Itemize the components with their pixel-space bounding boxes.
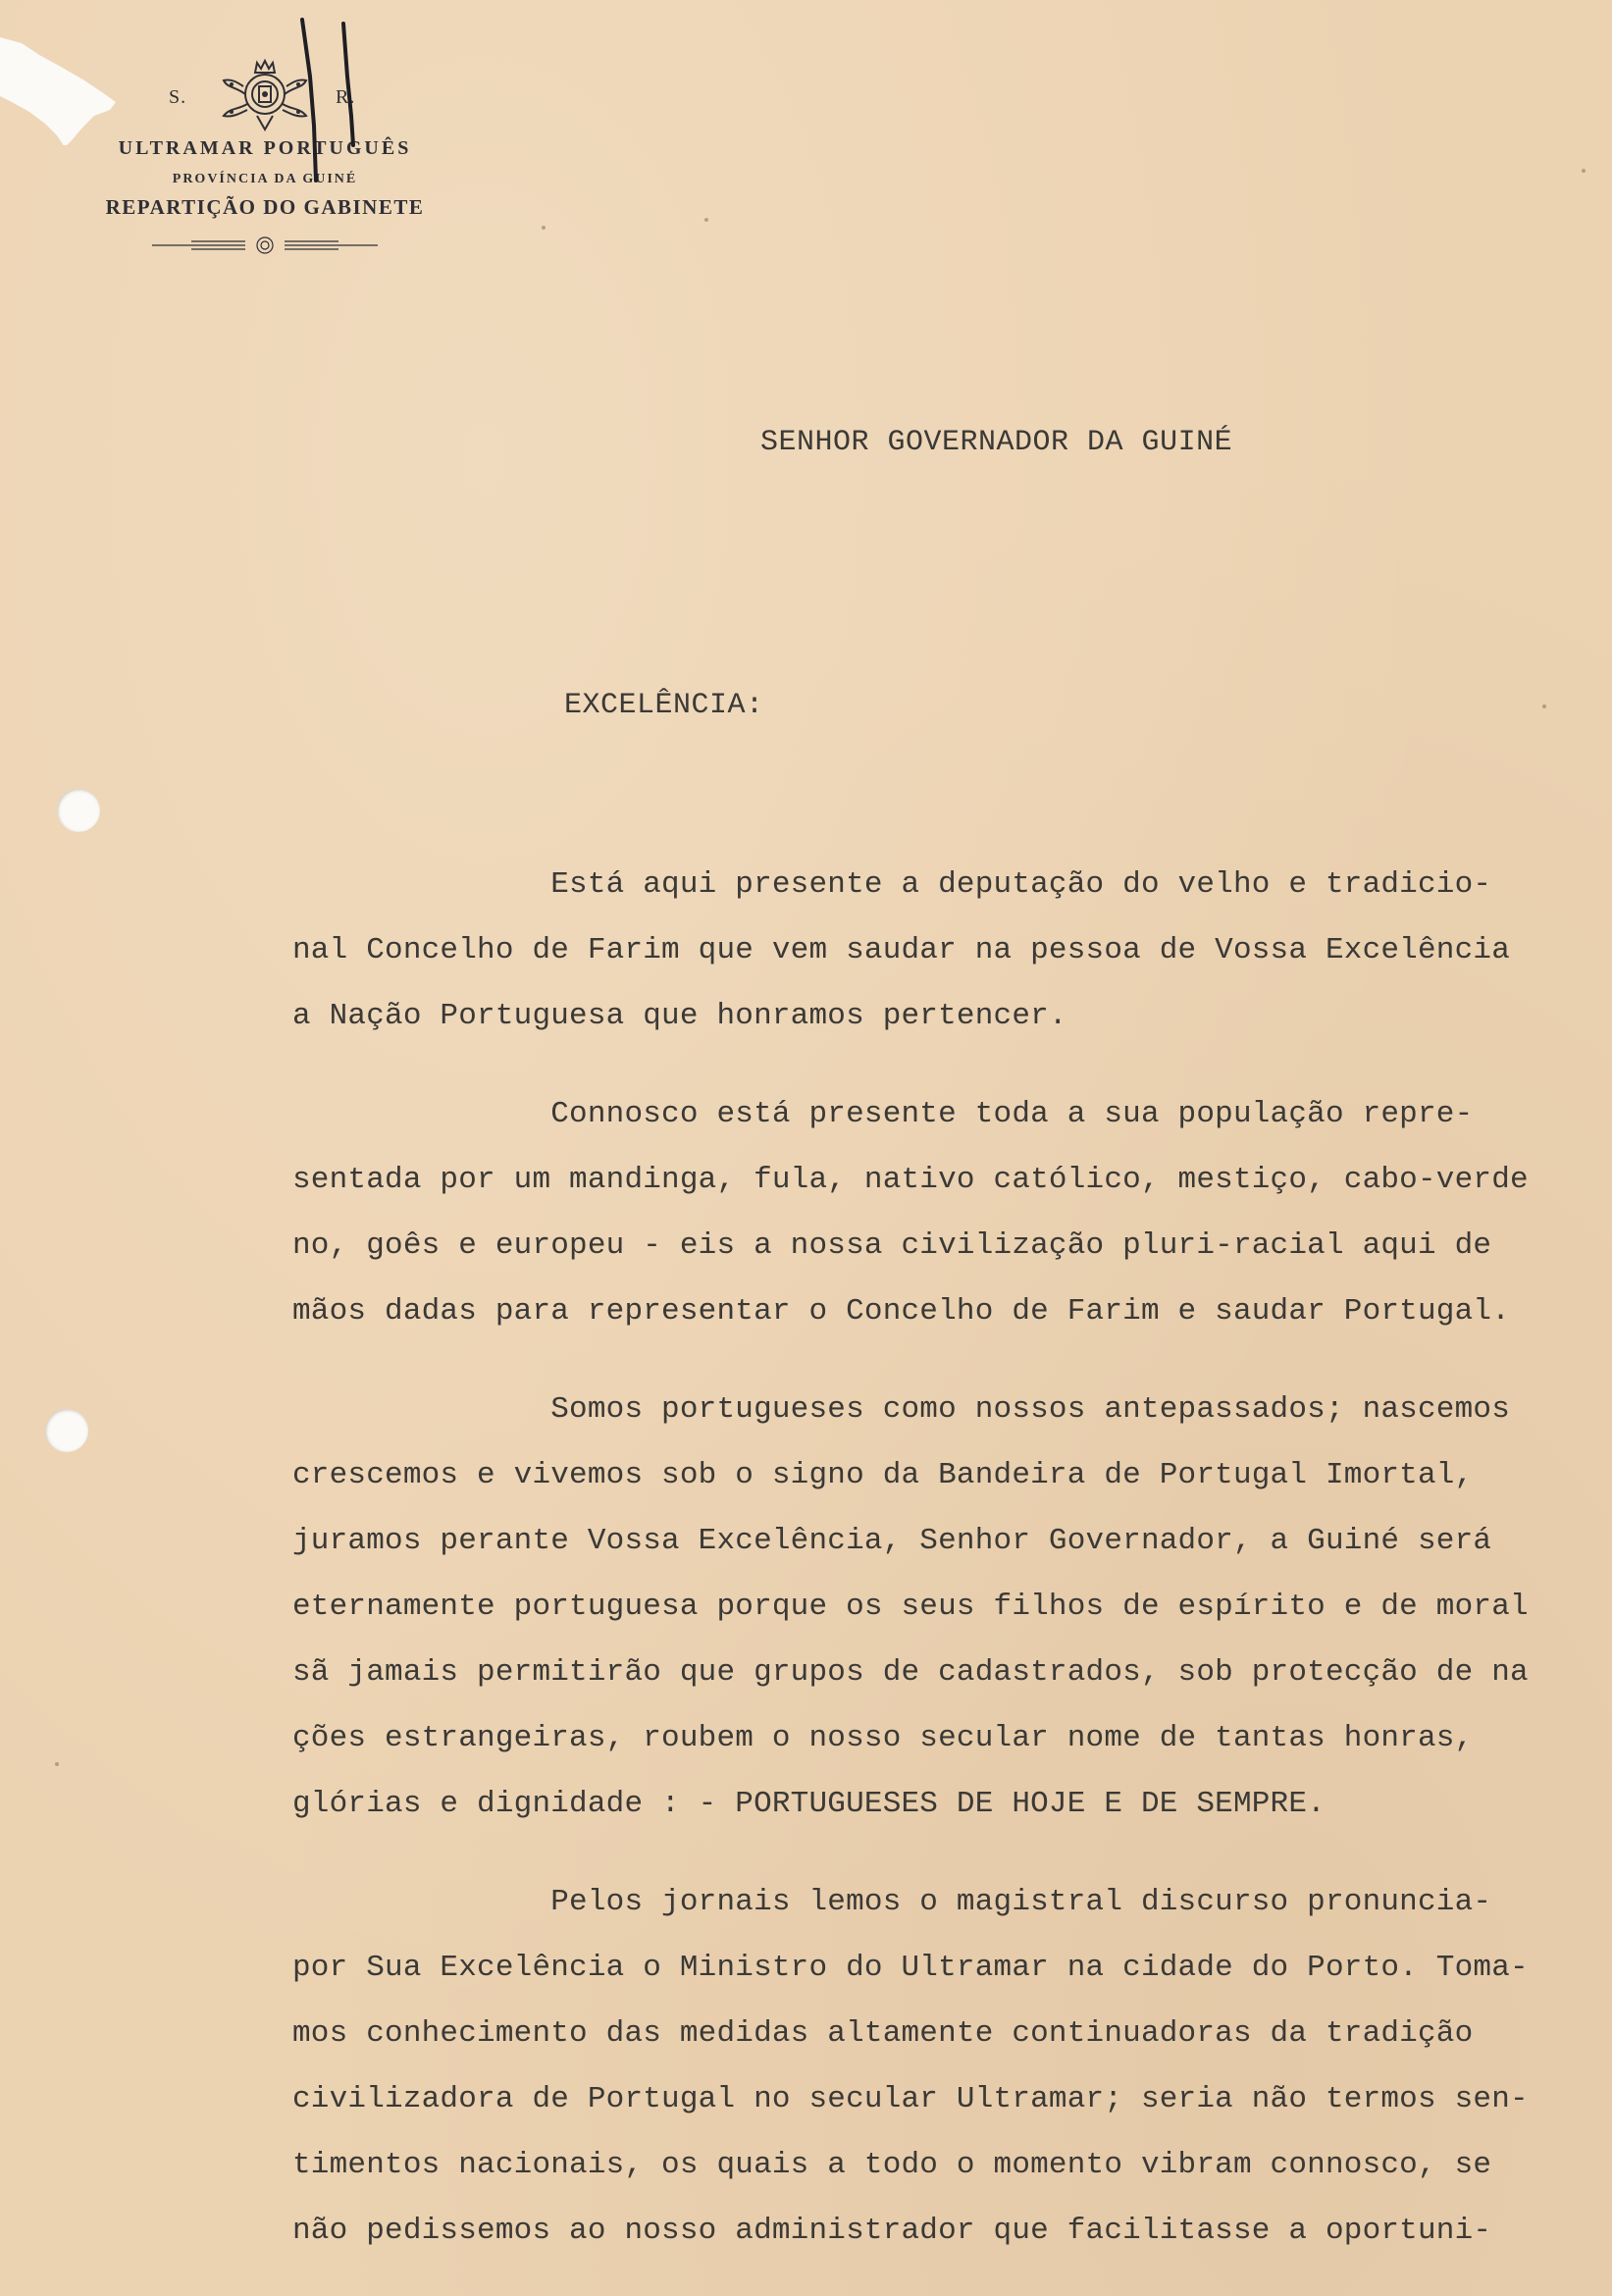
paragraph	[292, 1081, 1612, 1344]
text-line: eternamente portuguesa porque os seus filhos de espírito e de moral	[292, 1590, 1529, 1624]
text-line: Connosco está presente toda a sua população repre-	[292, 1097, 1474, 1131]
text-line: timentos nacionais, os quais a todo o momento vibram connosco, se	[292, 2148, 1492, 2182]
text-line: mos conhecimento das medidas altamente continuadoras da tradição	[292, 2016, 1474, 2051]
letterhead	[59, 57, 471, 255]
text-line: a Nação Portuguesa que honramos pertencer.	[292, 999, 1067, 1033]
paragraph	[292, 1869, 1612, 2264]
ornament-divider-icon	[152, 235, 378, 255]
paper-speck	[1582, 169, 1586, 173]
salutation: EXCELÊNCIA:	[564, 689, 764, 722]
handwritten-mark	[292, 18, 371, 184]
text-line: Está aqui presente a deputação do velho e tradicio-	[292, 867, 1492, 902]
text-line: nal Concelho de Farim que vem saudar na pessoa de Vossa Excelência	[292, 933, 1510, 967]
paragraph	[292, 1377, 1612, 1837]
recipient-heading: SENHOR GOVERNADOR DA GUINÉ	[760, 426, 1233, 459]
paper-speck	[542, 226, 546, 230]
letterhead-initial-left: S.	[169, 86, 187, 108]
letterhead-department: REPARTIÇÃO DO GABINETE	[105, 195, 425, 219]
punch-hole-lower	[45, 1409, 88, 1452]
text-line: civilizadora de Portugal no secular Ultramar; seria não termos sen-	[292, 2082, 1529, 2116]
text-line: por Sua Excelência o Ministro do Ultramar na cidade do Porto. Toma-	[292, 1951, 1529, 1985]
text-line: ções estrangeiras, roubem o nosso secular nome de tantas honras,	[292, 1721, 1474, 1755]
paper-speck	[704, 218, 708, 222]
paper-speck	[1542, 704, 1546, 708]
letterhead-initial-right: R.	[336, 86, 356, 108]
letterhead-crest-row	[59, 57, 471, 135]
text-line: juramos perante Vossa Excelência, Senhor Governador, a Guiné será	[292, 1524, 1492, 1558]
text-line: no, goês e europeu - eis a nossa civilização pluri-racial aqui de	[292, 1228, 1492, 1263]
text-line: não pedissemos ao nosso administrador que facilitasse a oportuni-	[292, 2214, 1492, 2248]
paragraph	[292, 852, 1612, 1049]
letter-body	[292, 852, 1612, 2296]
text-line: glórias e dignidade : - PORTUGUESES DE HOJE E DE SEMPRE.	[292, 1787, 1326, 1821]
paper-speck	[55, 1762, 59, 1766]
text-line: Pelos jornais lemos o magistral discurso pronuncia-	[292, 1885, 1492, 1919]
text-line: Somos portugueses como nossos antepassados; nascemos	[292, 1392, 1510, 1427]
text-line: sã jamais permitirão que grupos de cadastrados, sob protecção de na	[292, 1655, 1529, 1690]
text-line: sentada por um mandinga, fula, nativo católico, mestiço, cabo-verde	[292, 1163, 1529, 1197]
letterhead-province: PROVÍNCIA DA GUINÉ	[172, 172, 358, 186]
letterhead-title: ULTRAMAR PORTUGUÊS	[118, 137, 412, 159]
text-line: crescemos e vivemos sob o signo da Bandeira de Portugal Imortal,	[292, 1458, 1474, 1492]
text-line: mãos dadas para representar o Concelho de Farim e saudar Portugal.	[292, 1294, 1510, 1329]
punch-hole-upper	[57, 789, 100, 832]
